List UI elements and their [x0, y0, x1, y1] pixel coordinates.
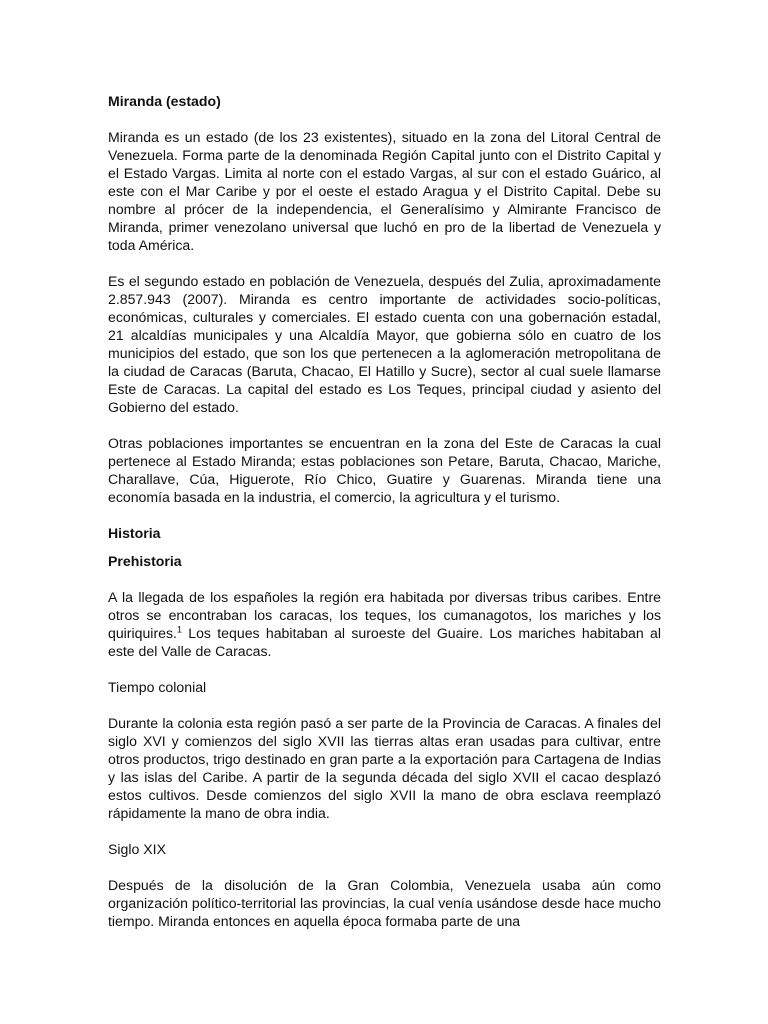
xix-heading: Siglo XIX [108, 841, 166, 857]
history-heading: Historia [108, 525, 161, 541]
footnote-marker: 1 [176, 624, 182, 635]
colonial-paragraph: Durante la colonia esta región pasó a ser parte de la Provincia de Caracas. A finales del siglo XVI y comienzos del siglo XVII las tierras altas eran usadas para cultivar, entre otros productos, trigo destinado en gran parte a la exportación para Cartagena de Indias y las islas del Caribe. A partir de la segunda década del siglo XVII el cacao desplazó estos cultivos. Desde comienzos del siglo XVII la mano de obra esclava reemplazó rápidamente la mano de obra india. [108, 715, 661, 821]
document-page [108, 92, 661, 948]
prehistory-text-after: Los teques habitaban al suroeste del Guaire. Los mariches habitaban al este del Valle de Caracas. [108, 625, 661, 659]
intro-paragraph-1: Miranda es un estado (de los 23 existentes), situado en la zona del Litoral Central de Venezuela. Forma parte de la denominada Región Capital junto con el Distrito Capital y el Estado Vargas. Limita al norte con el estado Vargas, al sur con el estado Guárico, al este con el Mar Caribe y por el oeste el estado Aragua y el Distrito Capital. Debe su nombre al prócer de la independencia, el Generalísimo y Almirante Francisco de Miranda, primer venezolano universal que luchó en pro de la libertad de Venezuela y toda América. [108, 129, 661, 253]
document-title: Miranda (estado) [108, 93, 221, 109]
colonial-heading: Tiempo colonial [108, 679, 207, 695]
intro-paragraph-3: Otras poblaciones importantes se encuentran en la zona del Este de Caracas la cual pertenece al Estado Miranda; estas poblaciones son Petare, Baruta, Chacao, Mariche, Charallave, Cúa, Higuerote, Río Chico, Guatire y Guarenas. Miranda tiene una economía basada en la industria, el comercio, la agricultura y el turismo. [108, 435, 661, 505]
prehistory-heading: Prehistoria [108, 553, 182, 569]
prehistory-paragraph [108, 588, 661, 660]
intro-paragraph-2: Es el segundo estado en población de Venezuela, después del Zulia, aproximadamente 2.857.943 (2007). Miranda es centro importante de actividades socio-políticas, económicas, culturales y comerciales. El estado cuenta con una gobernación estadal, 21 alcaldías municipales y una Alcaldía Mayor, que gobierna sólo en cuatro de los municipios del estado, que son los que pertenecen a la aglomeración metropolitana de la ciudad de Caracas (Baruta, Chacao, El Hatillo y Sucre), sector al cual suele llamarse Este de Caracas. La capital del estado es Los Teques, principal ciudad y asiento del Gobierno del estado. [108, 273, 661, 415]
prehistory-text-before: A la llegada de los españoles la región era habitada por diversas tribus caribes. Entre otros se encontraban los caracas, los teques, los cumanagotos, los mariches y los quiriquires. [108, 589, 661, 641]
xix-paragraph: Después de la disolución de la Gran Colombia, Venezuela usaba aún como organización político-territorial las provincias, la cual venía usándose desde hace mucho tiempo. Miranda entonces en aquella época formaba parte de una [108, 877, 661, 929]
